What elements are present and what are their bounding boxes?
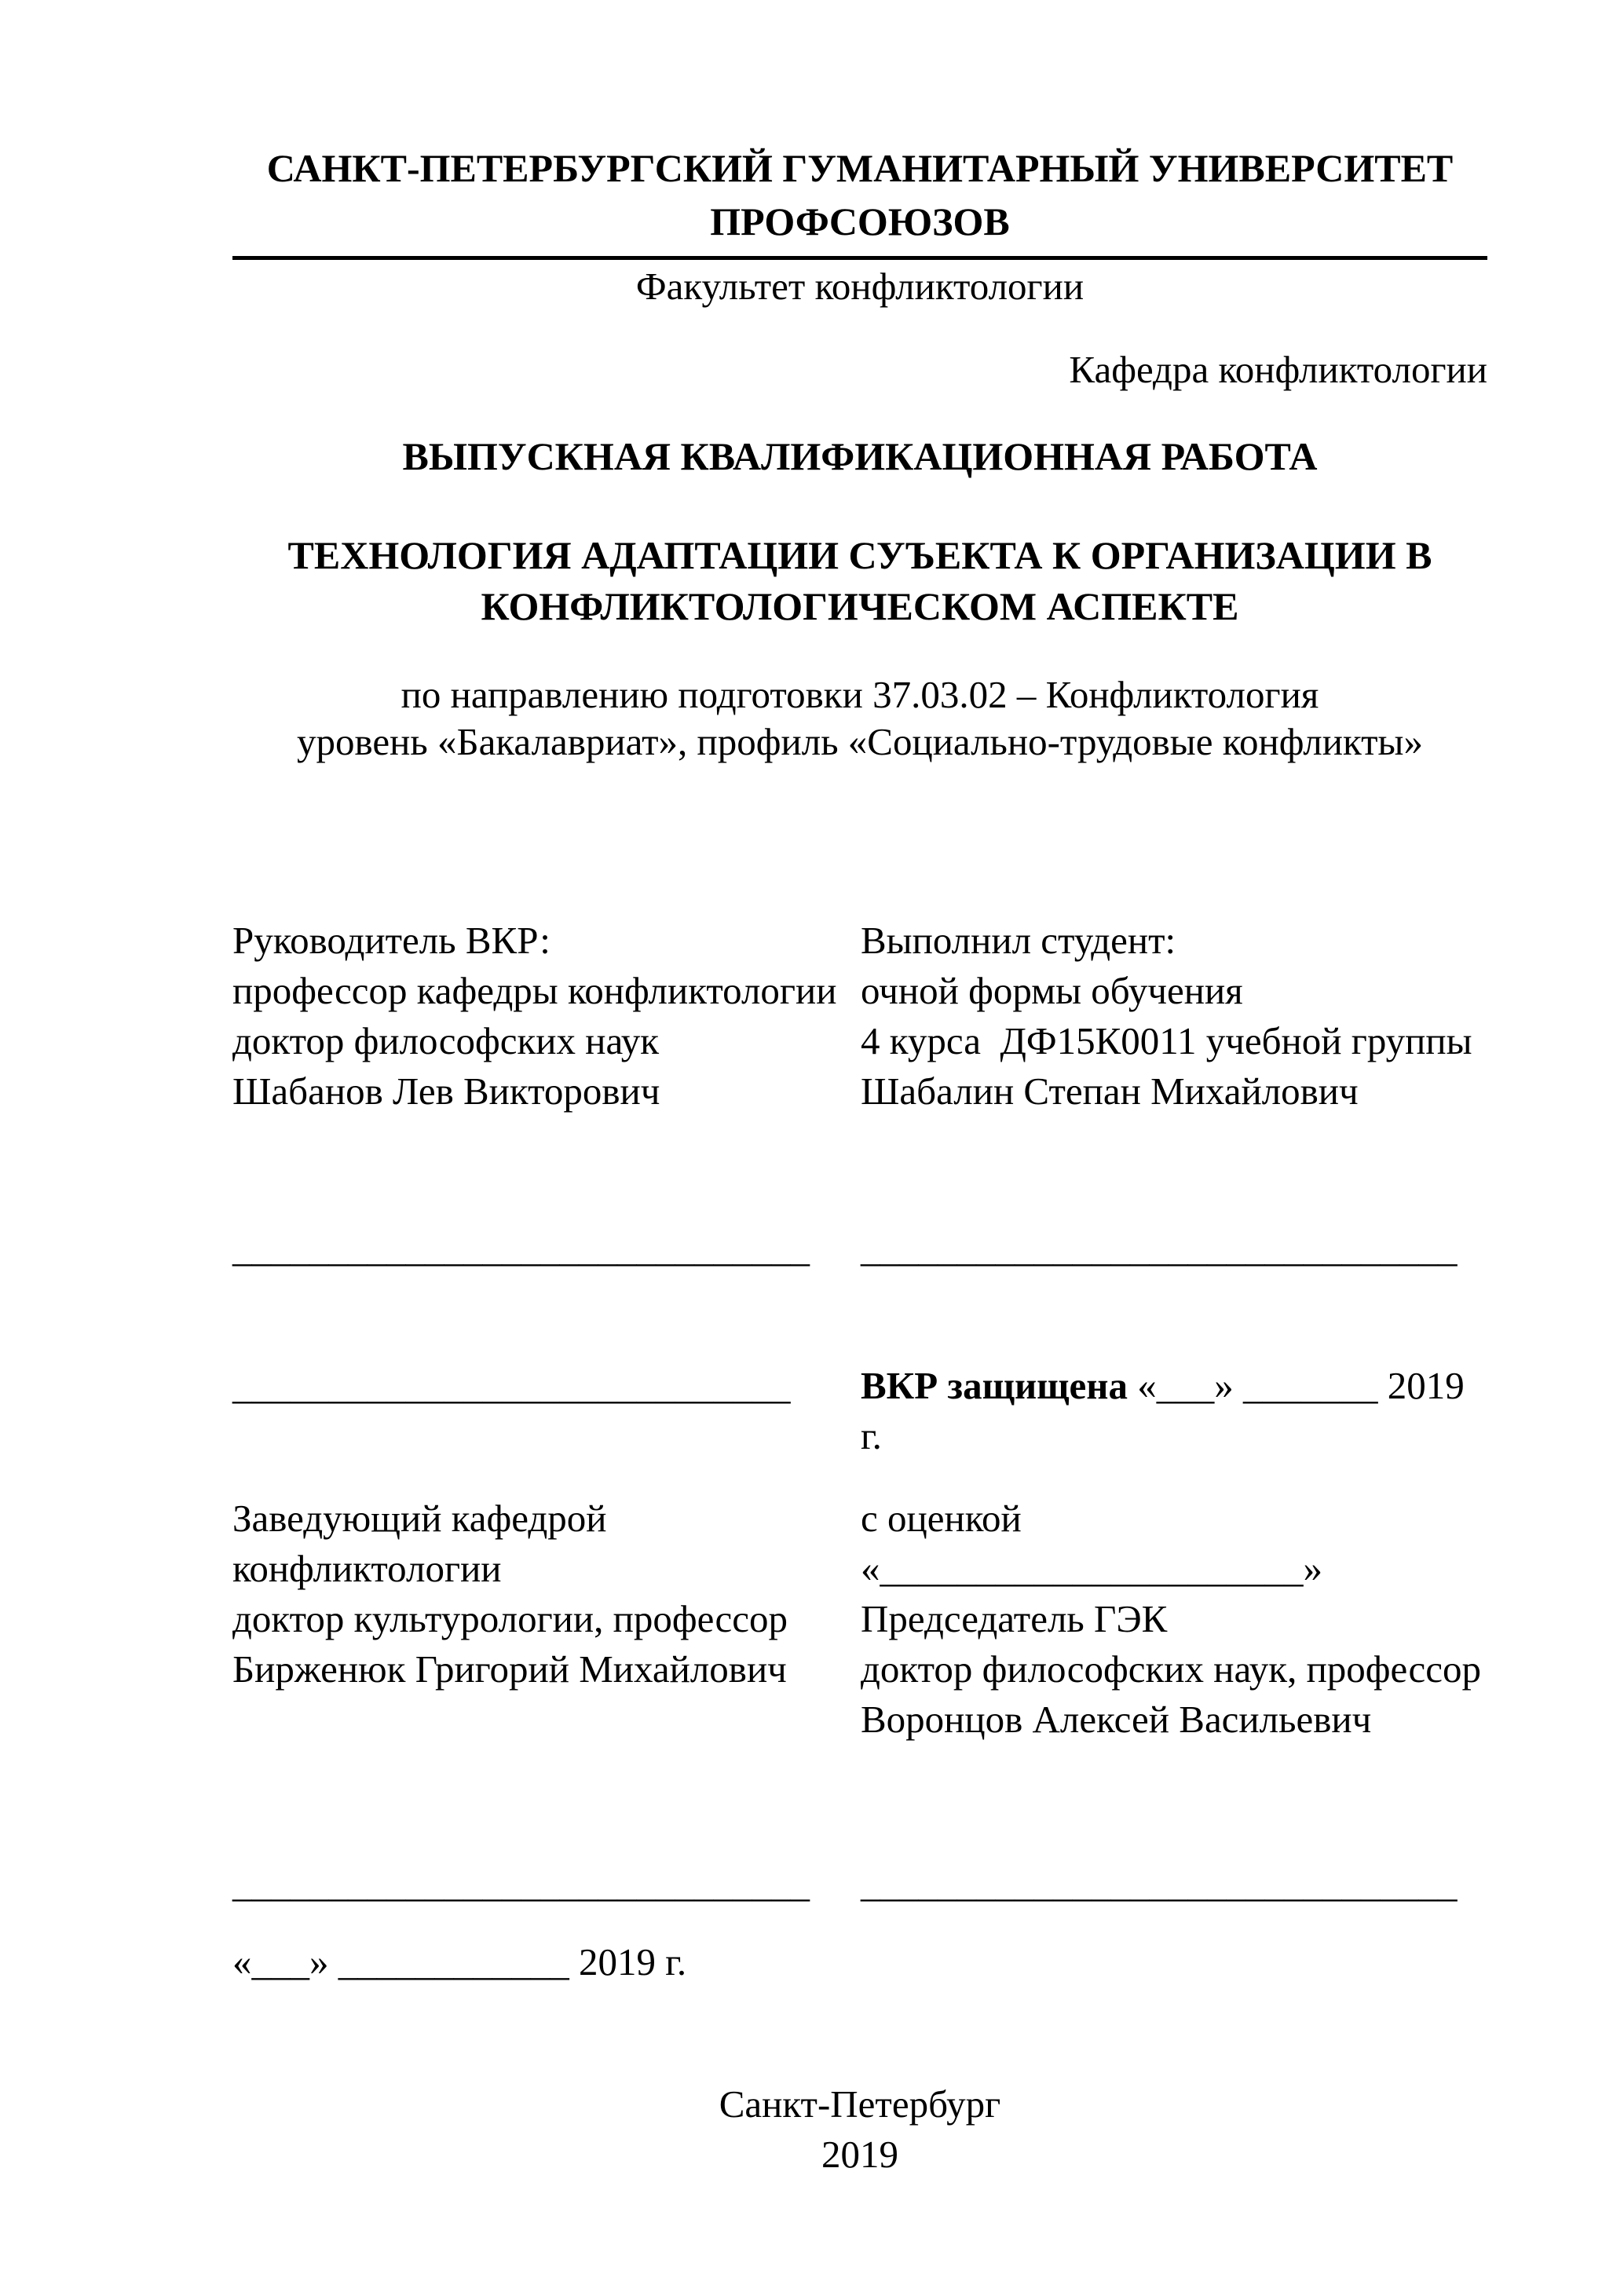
committee-chair-signature-line: _______________________________ (861, 1862, 1458, 1905)
student-info (861, 916, 1487, 1117)
department-head-title-line1: Заведующий кафедрой (232, 1497, 607, 1540)
department-head-title-line2: конфликтологии (232, 1547, 502, 1590)
university-header (232, 141, 1487, 395)
university-name (232, 141, 1487, 248)
defense-row (232, 1361, 1487, 1461)
supervisor-name: Шабанов Лев Викторович (232, 1069, 660, 1113)
department-head-signature-line: ______________________________ (232, 1862, 810, 1905)
department-head-info (232, 1493, 861, 1745)
department-name: Кафедра конфликтологии (1069, 348, 1487, 391)
supervisor-degree: доктор философских наук (232, 1019, 660, 1062)
supervisor-info (232, 916, 861, 1117)
supervisor-position: профессор кафедры конфликтологии (232, 969, 837, 1012)
committee-chair-name: Воронцов Алексей Васильевич (861, 1698, 1372, 1741)
grade-line: с оценкой «______________________» (861, 1497, 1322, 1590)
thesis-title-line2: КОНФЛИКТОЛОГИЧЕСКОМ АСПЕКТЕ (481, 584, 1239, 628)
left-signature-line-2: _____________________________ (232, 1364, 791, 1407)
header-divider (232, 256, 1487, 260)
student-signature-line: _______________________________ (861, 1227, 1458, 1270)
department-head-degree: доктор культурологии, профессор (232, 1597, 788, 1640)
head-chair-block (232, 1493, 1487, 1745)
student-group-line: 4 курса ДФ15К0011 учебной группы (861, 1019, 1472, 1062)
thesis-title-line1: ТЕХНОЛОГИЯ АДАПТАЦИИ СУЪЕКТА К ОРГАНИЗАЦИИ В (287, 533, 1432, 577)
committee-chair-title: Председатель ГЭК (861, 1597, 1168, 1640)
signature-row-1 (232, 1223, 1487, 1274)
committee-chair-info (861, 1493, 1487, 1745)
committee-chair-degree: доктор философских наук, профессор (861, 1647, 1482, 1691)
student-study-form: очной формы обучения (861, 969, 1243, 1012)
university-name-line2: ПРОФСОЮЗОВ (710, 199, 1010, 243)
work-type-heading: ВЫПУСКНАЯ КВАЛИФИКАЦИОННАЯ РАБОТА (402, 434, 1318, 478)
program-direction-line: по направлению подготовки 37.03.02 – Конфликтология (401, 673, 1319, 716)
supervisor-student-block (232, 916, 1487, 1117)
supervisor-label: Руководитель ВКР: (232, 919, 550, 962)
footer-year: 2019 (821, 2133, 898, 2176)
department-head-date-line: «___» ____________ 2019 г. (232, 1940, 687, 1983)
student-label: Выполнил студент: (861, 919, 1176, 962)
defense-date-blanks: «___» _______ 2019 г. (861, 1364, 1465, 1457)
defense-date-label: ВКР защищена (861, 1364, 1128, 1407)
signature-row-2 (232, 1859, 1487, 1909)
department-head-name: Бирженюк Григорий Михайлович (232, 1647, 787, 1691)
supervisor-signature-line: ______________________________ (232, 1227, 810, 1270)
student-name: Шабалин Степан Михайлович (861, 1069, 1359, 1113)
footer-city: Санкт-Петербург (719, 2082, 1001, 2126)
faculty-name: Факультет конфликтологии (635, 265, 1084, 308)
university-name-line1: САНКТ-ПЕТЕРБУРГСКИЙ ГУМАНИТАРНЫЙ УНИВЕРСИТЕТ (266, 146, 1454, 190)
defense-date-line (861, 1361, 1487, 1461)
program-info (232, 671, 1487, 766)
program-level-line: уровень «Бакалавриат», профиль «Социально-трудовые конфликты» (297, 720, 1423, 763)
thesis-title (232, 530, 1487, 632)
